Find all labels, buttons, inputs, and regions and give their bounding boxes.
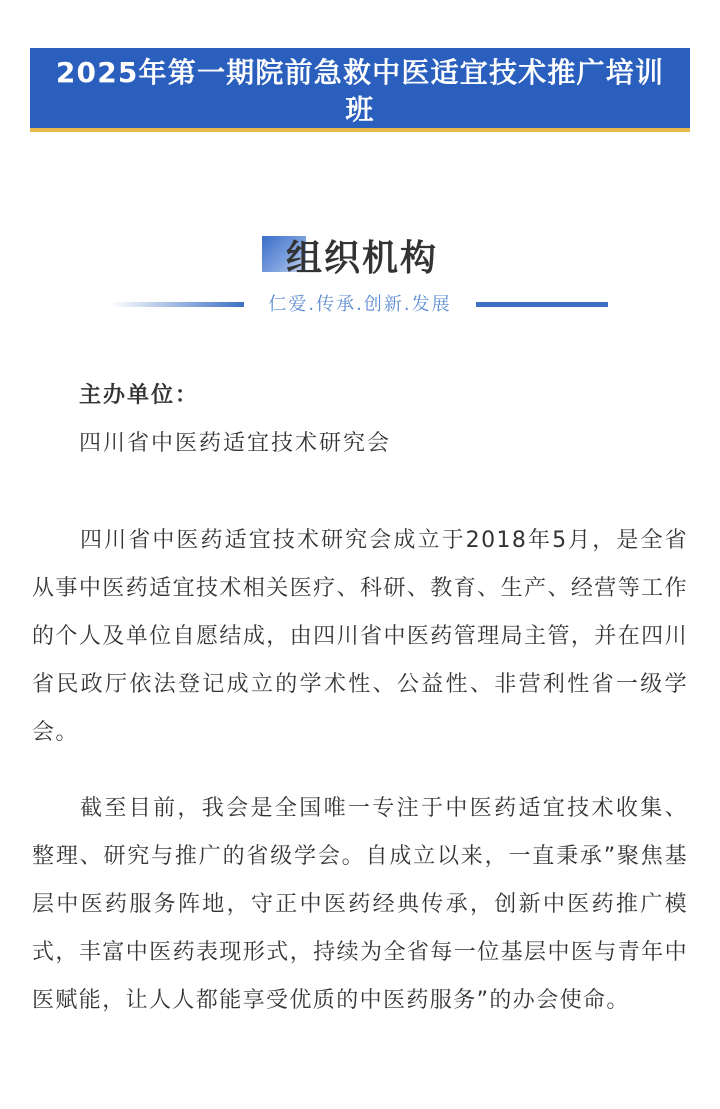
divider-left [110,302,244,307]
divider-right [476,302,608,307]
section-header [0,232,720,322]
banner-title: 2025年第一期院前急救中医适宜技术推广培训班 [55,56,665,126]
organizer-name: 四川省中医药适宜技术研究会 [79,431,392,456]
intro-paragraph: 四川省中医药适宜技术研究会成立于2018年5月，是全省从事中医药适宜技术相关医疗、科研、教育、生产、经营等工作的个人及单位自愿结成，由四川省中医药管理局主管，并在四川省民政厅依法登记成立的学术性、公益性、非营利性省一级学会。 [32,528,688,745]
title-banner [30,48,690,132]
section-title: 组织机构 [286,238,439,279]
mission-paragraph: 截至目前，我会是全国唯一专注于中医药适宜技术收集、整理、研究与推广的省级学会。自成立以来，一直秉承”聚焦基层中医药服务阵地，守正中医药经典传承，创新中医药推广模式，丰富中医药表现形式，持续为全省每一位基层中医与青年中医赋能，让人人都能享受优质的中医药服务”的办会使命。 [32,796,688,1013]
organizer-label: 主办单位： [79,383,200,408]
section-tagline: 仁爱.传承.创新.发展 [268,294,452,315]
